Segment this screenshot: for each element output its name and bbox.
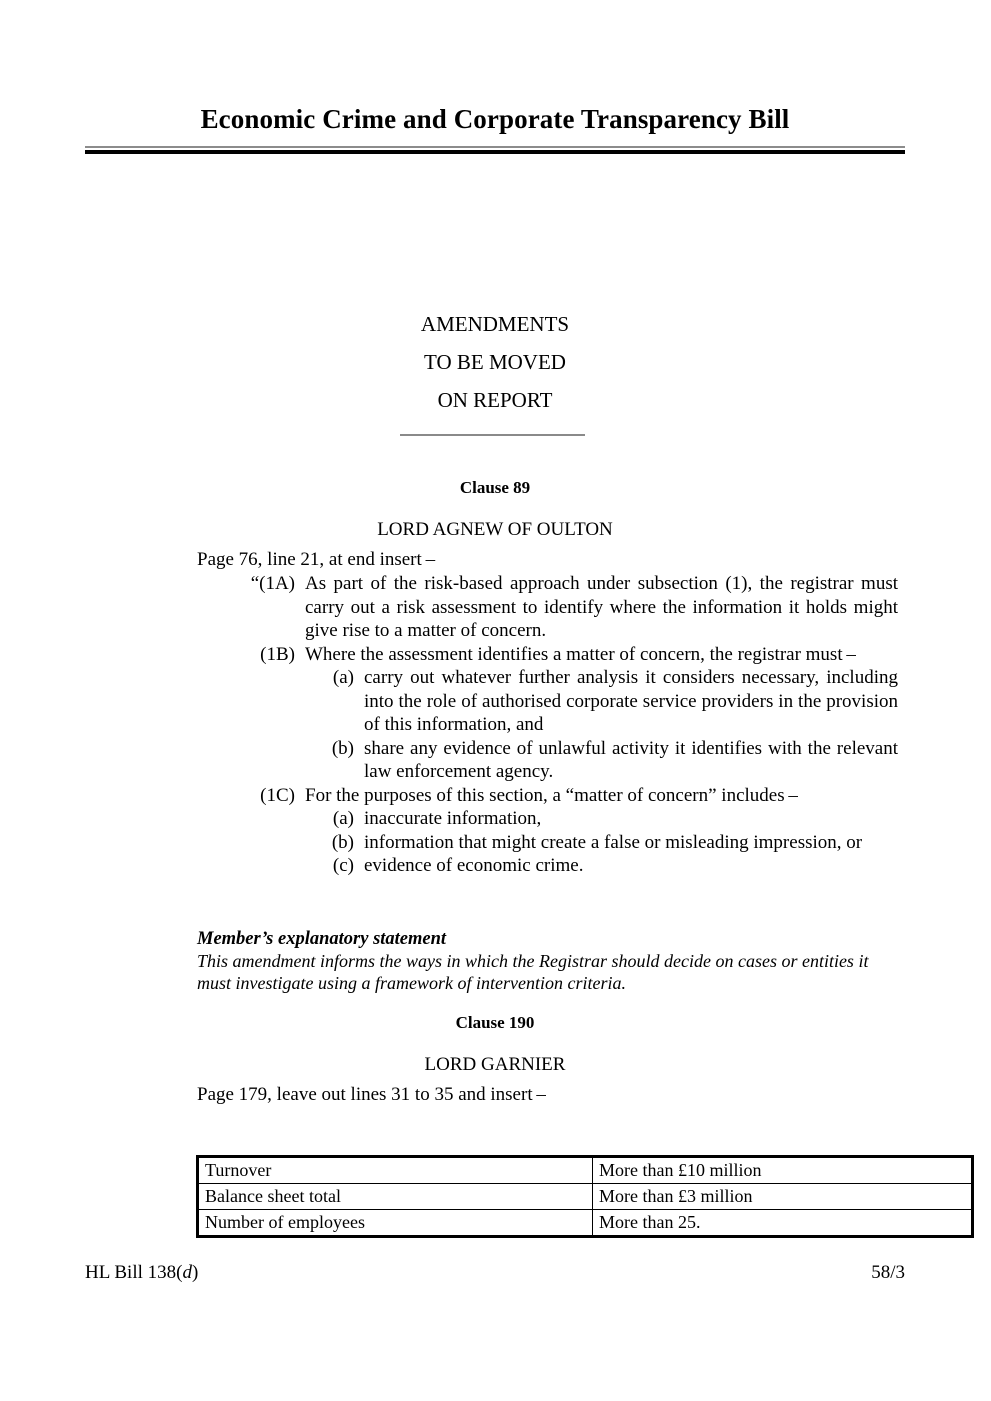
amendment-subitem-1c-c [197,854,898,878]
page-title: Economic Crime and Corporate Transparency Bill [200,104,790,134]
page-footer [85,1262,905,1284]
amendment-item-1c [197,784,898,808]
member-name-garnier: LORD GARNIER [424,1054,566,1075]
amendment-subitem-1c-b [197,831,898,855]
threshold-table-body [198,1157,973,1237]
amendment-subitem-1c-a [197,807,898,831]
amendment-subitem-1b-b [197,737,898,784]
title-divider [85,146,905,154]
amendments-heading-line-2: TO BE MOVED [424,350,566,374]
table-cell-criterion: Balance sheet total [198,1184,593,1210]
amendment-subitem-1b-a [197,666,898,737]
amendments-heading-line-1: AMENDMENTS [420,312,570,336]
amendment-item-text-1c: For the purposes of this section, a “matter of concern” includes – [305,784,798,806]
bill-reference-prefix: HL Bill 138( [85,1262,183,1283]
explanatory-statement-text: This amendment informs the ways in which the Registrar should decide on cases or entities it must investigate using a framework of intervention criteria. [197,951,869,993]
table-row [198,1157,973,1184]
amendment-body-89 [197,572,898,878]
title-divider-thick-rule [85,150,905,154]
clause-heading-89: Clause 89 [459,478,531,497]
table-row [198,1210,973,1237]
amendment-item-label-1c: (1C) [260,784,295,806]
amendment-item-label-1b: (1B) [260,643,295,665]
amendment-subitem-text-1c-c: evidence of economic crime. [364,855,584,876]
amendment-item-1a [197,572,898,643]
amendment-subitem-label-1b-b: (b) [331,737,354,759]
bill-reference-suffix: ) [191,1262,199,1283]
amendment-subitem-label-1c-a: (a) [332,808,354,829]
amendment-item-1b [197,643,898,667]
amendment-lead-line-190: Page 179, leave out lines 31 to 35 and insert – [197,1084,546,1105]
section-divider-rule [400,434,585,436]
amendment-item-text-1a: As part of the risk-based approach under subsection (1), the registrar must carry out a risk assessment to identify where the information it holds might give rise to a matter of concern. [305,573,898,641]
amendment-lead-line-89: Page 76, line 21, at end insert – [197,549,436,570]
table-cell-threshold: More than 25. [593,1210,973,1237]
clause-heading-190: Clause 190 [455,1013,535,1032]
table-cell-criterion: Turnover [198,1157,593,1184]
explanatory-statement-89 [197,928,898,994]
page-number: 58/3 [871,1262,905,1283]
table-row [198,1184,973,1210]
member-name-agnew: LORD AGNEW OF OULTON [377,519,613,540]
amendment-item-label-1a: “(1A) [250,573,295,594]
explanatory-statement-title: Member’s explanatory statement [197,929,447,949]
bill-reference [85,1262,198,1284]
amendment-subitem-text-1c-b: information that might create a false or misleading impression, or [364,831,863,853]
amendment-subitem-text-1b-b: share any evidence of unlawful activity it identifies with the relevant law enforcement agency. [364,737,898,782]
table-cell-criterion: Number of employees [198,1210,593,1237]
amendment-item-text-1b: Where the assessment identifies a matter of concern, the registrar must – [305,643,856,665]
threshold-table [196,1155,974,1238]
amendment-subitem-label-1c-b: (b) [331,831,354,853]
amendment-subitem-label-1c-c: (c) [332,855,354,876]
amendment-subitem-label-1b-a: (a) [332,667,354,688]
amendment-subitem-text-1c-a: inaccurate information, [364,808,542,829]
table-cell-threshold: More than £3 million [593,1184,973,1210]
bill-reference-letter: d [182,1262,192,1283]
amendment-subitem-text-1b-a: carry out whatever further analysis it considers necessary, including into the role of authorised corporate service providers in the provision of this information, and [364,667,898,735]
table-cell-threshold: More than £10 million [593,1157,973,1184]
amendments-heading-line-3: ON REPORT [437,388,553,412]
